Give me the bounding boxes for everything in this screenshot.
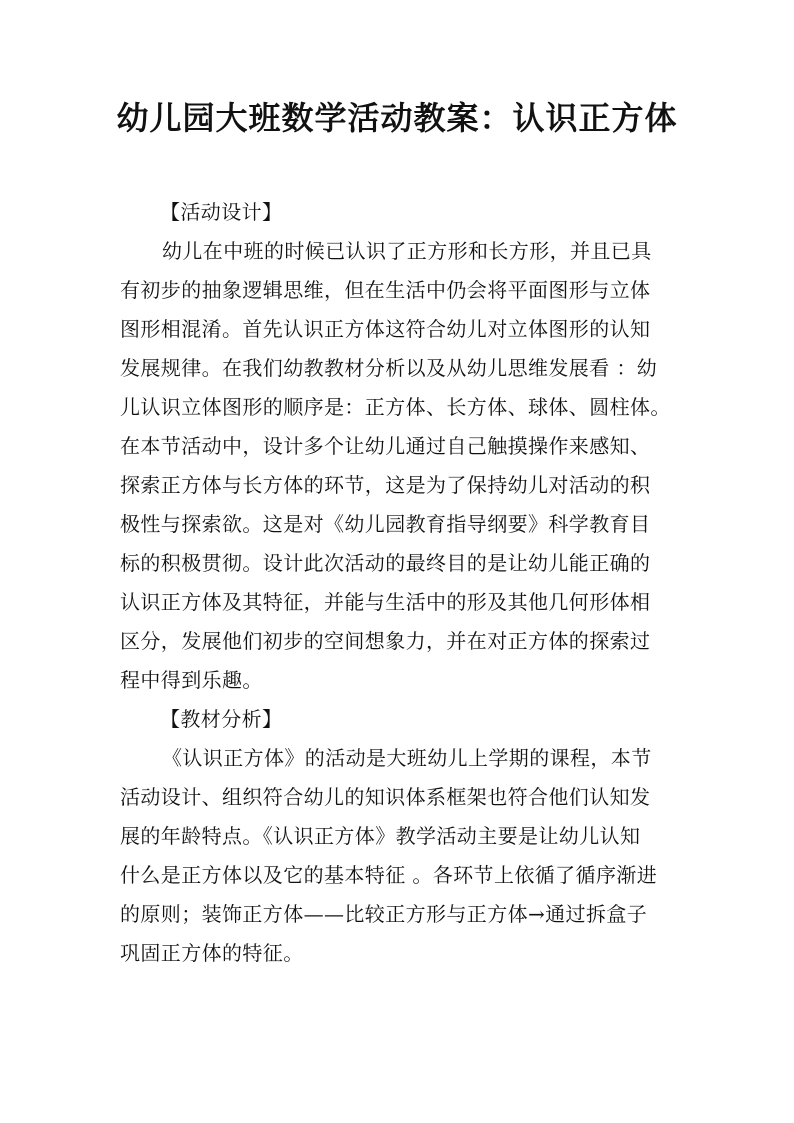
paragraph-line: 程中得到乐趣。	[120, 668, 263, 692]
paragraph-line: 的原则；装饰正方体——比较正方形与正方体→通过拆盒子	[120, 902, 648, 926]
paragraph-line: 儿认识立体图形的顺序是：正方体、长方体、球体、圆柱体。	[120, 395, 671, 419]
section-heading-activity-design: 【活动设计】	[160, 200, 283, 224]
paragraph-line: 发展规律。在我们幼教教材分析以及从幼儿思维发展看 ：幼	[120, 356, 658, 380]
paragraph-line: 图形相混淆。首先认识正方体这符合幼儿对立体图形的认知	[120, 317, 651, 341]
paragraph-line: 在本节活动中，设计多个让幼儿通过自己触摸操作来感知、	[120, 434, 651, 458]
document-title: 幼儿园大班数学活动教案：认识正方体	[116, 99, 678, 137]
paragraph-line: 什么是正方体以及它的基本特征 。各环节上依循了循序渐进	[120, 863, 658, 887]
paragraph-line: 活动设计、组织符合幼儿的知识体系框架也符合他们认知发	[120, 785, 651, 809]
paragraph-line: 探索正方体与长方体的环节，这是为了保持幼儿对活动的积	[120, 473, 651, 497]
paragraph-line: 极性与探索欲。这是对《幼儿园教育指导纲要》科学教育目	[120, 512, 651, 536]
paragraph-line: 巩固正方体的特征。	[120, 941, 304, 965]
paragraph-line: 展的年龄特点。《认识正方体》教学活动主要是让幼儿认知	[120, 824, 641, 848]
paragraph-line: 幼儿在中班的时候已认识了正方形和长方形，并且已具	[162, 239, 652, 263]
paragraph-line: 有初步的抽象逻辑思维，但在生活中仍会将平面图形与立体	[120, 278, 651, 302]
paragraph-line: 《认识正方体》的活动是大班幼儿上学期的课程，本节	[162, 746, 652, 770]
paragraph-line: 标的积极贯彻。设计此次活动的最终目的是让幼儿能正确的	[120, 551, 651, 575]
paragraph-line: 认识正方体及其特征，并能与生活中的形及其他几何形体相	[120, 590, 651, 614]
paragraph-line: 区分，发展他们初步的空间想象力，并在对正方体的探索过	[120, 629, 651, 653]
section-heading-material-analysis: 【教材分析】	[160, 707, 283, 731]
